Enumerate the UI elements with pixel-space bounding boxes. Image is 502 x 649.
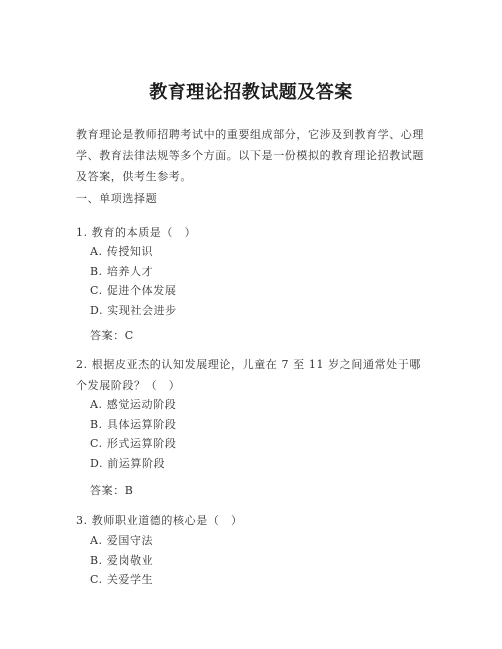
section-heading: 一、单项选择题: [76, 192, 158, 205]
question-3-options: [90, 531, 153, 590]
option-a: A. 爱国守法: [90, 534, 154, 547]
option-c: C. 促进个体发展: [90, 284, 177, 297]
option-c: C. 形式运算阶段: [90, 437, 177, 450]
option-d: D. 前运算阶段: [90, 456, 166, 470]
intro-paragraph: 教育理论是教师招聘考试中的重要组成部分，它涉及到教育学、心理学、教育法律法规等多个方面。以下是一份模拟的教育理论招教试题及答案，供考生参考。: [76, 128, 424, 183]
question-1-text: 1. 教育的本质是（ ）: [76, 226, 197, 239]
question-1-options: [90, 242, 177, 320]
question-2-options: [90, 395, 176, 473]
question-2-answer: 答案：B: [90, 484, 134, 497]
option-a: A. 感觉运动阶段: [90, 398, 177, 411]
option-a: A. 传授知识: [90, 245, 154, 258]
question-2-text: 2. 根据皮亚杰的认知发展理论，儿童在 7 至 11 岁之间通常处于哪个发展阶段？（ ）: [76, 358, 421, 392]
question-1-answer: 答案：C: [90, 329, 134, 342]
question-3-text: 3. 教师职业道德的核心是（ ）: [76, 514, 243, 527]
option-c: C. 关爱学生: [90, 573, 154, 586]
document-title: 教育理论招教试题及答案: [149, 82, 353, 103]
option-b: B. 爱岗敬业: [90, 553, 154, 567]
option-b: B. 具体运算阶段: [90, 417, 177, 431]
option-b: B. 培养人才: [90, 264, 154, 278]
option-d: D. 实现社会进步: [90, 303, 177, 317]
